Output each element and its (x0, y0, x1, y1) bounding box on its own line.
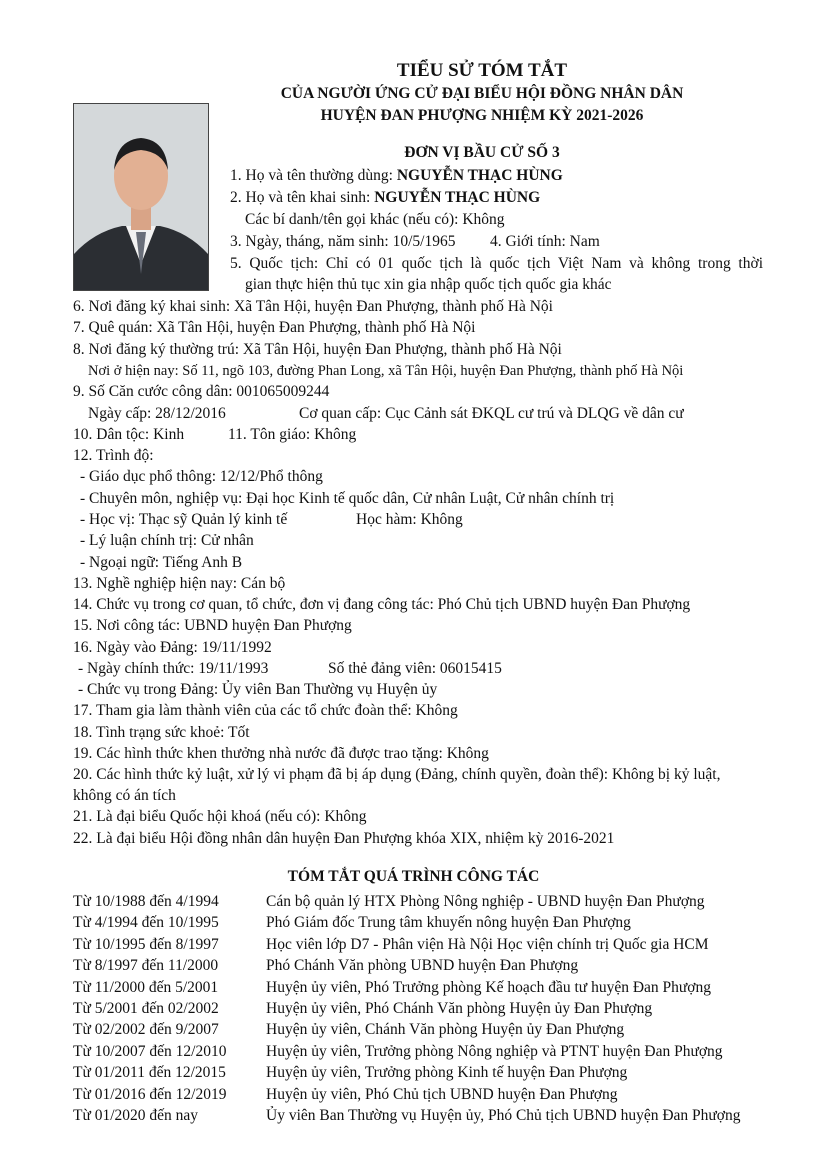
work-description: Cán bộ quản lý HTX Phòng Nông nghiệp - UBND huyện Đan Phượng (266, 893, 705, 910)
field-hometown: 7. Quê quán: Xã Tân Hội, huyện Đan Phượng, thành phố Hà Nội (73, 319, 476, 336)
field-awards: 19. Các hình thức khen thưởng nhà nước đã được trao tặng: Không (73, 745, 489, 762)
field-academic-title: Học hàm: Không (356, 511, 463, 528)
work-period: Từ 01/2011 đến 12/2015 (73, 1064, 226, 1081)
field-alias: Các bí danh/tên gọi khác (nếu có): Không (245, 211, 505, 228)
field-birth-name-label: 2. Họ và tên khai sinh: (230, 189, 375, 206)
work-description: Huyện ủy viên, Phó Chủ tịch UBND huyện Đan Phượng (266, 1086, 618, 1103)
field-general-education: - Giáo dục phổ thông: 12/12/Phổ thông (80, 468, 323, 485)
work-period: Từ 01/2020 đến nay (73, 1107, 199, 1124)
field-party-join-date: 16. Ngày vào Đảng: 19/11/1992 (73, 639, 272, 656)
work-description: Huyện ủy viên, Trưởng phòng Kinh tế huyện Đan Phượng (266, 1064, 628, 1081)
field-ethnicity: 10. Dân tộc: Kinh (73, 426, 185, 443)
document-subtitle-2: HUYỆN ĐAN PHƯỢNG NHIỆM KỲ 2021-2026 (320, 107, 644, 124)
field-birth-registration: 6. Nơi đăng ký khai sinh: Xã Tân Hội, huyện Đan Phượng, thành phố Hà Nội (73, 298, 553, 315)
work-history-title: TÓM TẮT QUÁ TRÌNH CÔNG TÁC (287, 868, 540, 885)
field-party-card-number: Số thẻ đảng viên: 06015415 (328, 660, 502, 677)
field-professional-education: - Chuyên môn, nghiệp vụ: Đại học Kinh tế quốc dân, Cử nhân Luật, Cử nhân chính trị (80, 490, 615, 507)
field-common-name-label: 1. Họ và tên thường dùng: (230, 167, 397, 184)
work-period: Từ 10/1995 đến 8/1997 (73, 936, 219, 953)
field-common-name (230, 166, 563, 186)
field-permanent-residence: 8. Nơi đăng ký thường trú: Xã Tân Hội, huyện Đan Phượng, thành phố Hà Nội (73, 341, 562, 358)
field-dob: 3. Ngày, tháng, năm sinh: 10/5/1965 (230, 233, 456, 250)
portrait-image (74, 104, 208, 290)
field-education-heading: 12. Trình độ: (73, 447, 154, 464)
work-description: Ủy viên Ban Thường vụ Huyện ủy, Phó Chủ tịch UBND huyện Đan Phượng (266, 1107, 741, 1124)
field-discipline-cont: không có án tích (73, 787, 176, 804)
work-description: Học viên lớp D7 - Phân viện Hà Nội Học viện chính trị Quốc gia HCM (266, 936, 709, 953)
work-period: Từ 8/1997 đến 11/2000 (73, 957, 219, 974)
field-discipline: 20. Các hình thức kỷ luật, xử lý vi phạm đã bị áp dụng (Đảng, chính quyền, đoàn thể): Không bị kỷ luật, (73, 766, 721, 783)
work-description: Phó Giám đốc Trung tâm khuyến nông huyện Đan Phượng (266, 914, 631, 931)
field-national-assembly: 21. Là đại biểu Quốc hội khoá (nếu có): Không (73, 808, 367, 825)
document-title: TIỂU SỬ TÓM TẮT (396, 60, 568, 81)
field-id-issuer: Cơ quan cấp: Cục Cảnh sát ĐKQL cư trú và DLQG về dân cư (299, 405, 684, 422)
field-party-official-date: - Ngày chính thức: 19/11/1993 (78, 660, 269, 677)
field-nationality-cont: gian thực hiện thủ tục xin gia nhập quốc tịch quốc gia khác (245, 276, 612, 293)
field-workplace: 15. Nơi công tác: UBND huyện Đan Phượng (73, 617, 352, 634)
portrait-photo (73, 103, 209, 291)
field-religion: 11. Tôn giáo: Không (228, 426, 357, 443)
field-birth-name-value: NGUYỄN THẠC HÙNG (374, 189, 541, 206)
field-id-number: 9. Số Căn cước công dân: 001065009244 (73, 383, 330, 400)
work-period: Từ 11/2000 đến 5/2001 (73, 979, 219, 996)
work-description: Huyện ủy viên, Phó Trưởng phòng Kế hoạch đầu tư huyện Đan Phượng (266, 979, 711, 996)
work-period: Từ 10/2007 đến 12/2010 (73, 1043, 227, 1060)
work-period: Từ 02/2002 đến 9/2007 (73, 1021, 219, 1038)
work-description: Phó Chánh Văn phòng UBND huyện Đan Phượng (266, 957, 579, 974)
field-nationality: 5. Quốc tịch: Chỉ có 01 quốc tịch là quốc tịch Việt Nam và không trong thời (230, 255, 763, 272)
work-description: Huyện ủy viên, Chánh Văn phòng Huyện ủy Đan Phượng (266, 1021, 625, 1038)
field-current-residence: Nơi ở hiện nay: Số 11, ngõ 103, đường Phan Long, xã Tân Hội, huyện Đan Phượng, thành phố Hà Nội (88, 363, 684, 379)
field-health: 18. Tình trạng sức khoẻ: Tốt (73, 724, 250, 741)
field-academic-degree: - Học vị: Thạc sỹ Quản lý kinh tế (80, 511, 288, 528)
field-occupation: 13. Nghề nghiệp hiện nay: Cán bộ (73, 575, 286, 592)
work-description: Huyện ủy viên, Phó Chánh Văn phòng Huyện ủy Đan Phượng (266, 1000, 653, 1017)
field-party-position: - Chức vụ trong Đảng: Ủy viên Ban Thường vụ Huyện ủy (78, 681, 438, 698)
field-foreign-language: - Ngoại ngữ: Tiếng Anh B (80, 554, 243, 571)
field-political-theory: - Lý luận chính trị: Cử nhân (80, 532, 254, 549)
field-birth-name (230, 188, 540, 208)
field-organizations: 17. Tham gia làm thành viên của các tổ chức đoàn thể: Không (73, 702, 458, 719)
work-period: Từ 10/1988 đến 4/1994 (73, 893, 219, 910)
work-description: Huyện ủy viên, Trưởng phòng Nông nghiệp và PTNT huyện Đan Phượng (266, 1043, 723, 1060)
field-id-issue-date: Ngày cấp: 28/12/2016 (88, 405, 226, 422)
field-gender: 4. Giới tính: Nam (490, 233, 600, 250)
electoral-unit: ĐƠN VỊ BẦU CỬ SỐ 3 (404, 144, 560, 161)
field-common-name-value: NGUYỄN THẠC HÙNG (396, 167, 563, 184)
work-period: Từ 5/2001 đến 02/2002 (73, 1000, 219, 1017)
field-position: 14. Chức vụ trong cơ quan, tổ chức, đơn vị đang công tác: Phó Chủ tịch UBND huyện Đan Phượng (73, 596, 691, 613)
work-period: Từ 01/2016 đến 12/2019 (73, 1086, 227, 1103)
field-council-delegate: 22. Là đại biểu Hội đồng nhân dân huyện Đan Phượng khóa XIX, nhiệm kỳ 2016-2021 (73, 830, 615, 847)
document-subtitle: CỦA NGƯỜI ỨNG CỬ ĐẠI BIỂU HỘI ĐỒNG NHÂN DÂN (280, 85, 684, 102)
work-period: Từ 4/1994 đến 10/1995 (73, 914, 219, 931)
